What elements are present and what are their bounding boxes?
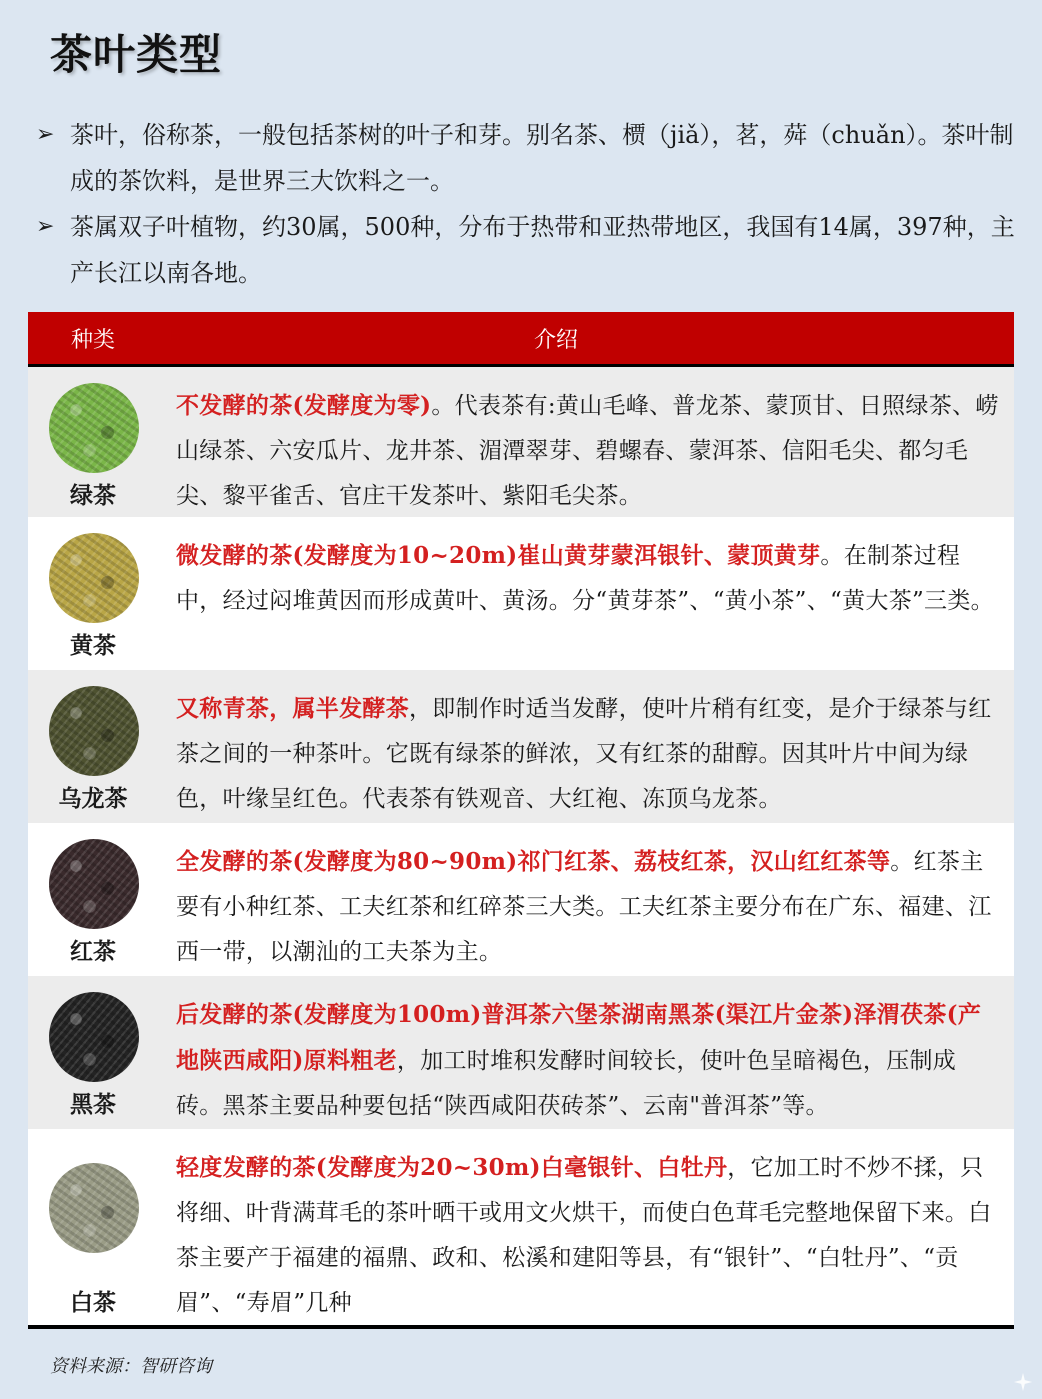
intro-text: 茶叶，俗称茶，一般包括茶树的叶子和芽。别名茶、槚（jiǎ），茗，荈（chuǎn）。茶叶制成的茶饮料，是世界三大饮料之一。 xyxy=(70,121,1014,195)
table-row-oolong xyxy=(28,670,1014,823)
source-note: 资料来源：智研咨询 xyxy=(50,1356,212,1377)
header-intro: 介绍 xyxy=(533,327,578,353)
intro-item xyxy=(36,204,1026,296)
black-tea-leaf-image xyxy=(49,839,139,929)
tea-text: ，它加工时不炒不揉，只将细、叶背满茸毛的茶叶晒干或用文火烘干，而使白色茸毛完整地保留下来。白茶主要产于福建的福鼎、政和、松溪和建阳等县，有“银针”、“白牡丹”、“贡眉”、“寿眉”几种 xyxy=(176,1155,992,1316)
green-tea-leaf-image xyxy=(49,383,139,473)
tea-description xyxy=(158,367,1014,517)
tea-description xyxy=(158,670,1014,823)
tea-name: 乌龙茶 xyxy=(58,785,128,812)
table-row-black xyxy=(28,823,1014,976)
tea-name: 红茶 xyxy=(70,938,116,965)
tea-text: 。红茶主要有小种红茶、工夫红茶和红碎茶三大类。工夫红茶主要分布在广东、福建、江西一带，以潮汕的工夫茶为主。 xyxy=(176,849,992,965)
intro-item xyxy=(36,112,1026,204)
tea-table xyxy=(28,312,1014,1329)
tea-text: ，加工时堆积发酵时间较长，使叶色呈暗褐色，压制成砖。黑茶主要品种要包括“陕西咸阳茯砖茶”、云南"普洱茶”等。 xyxy=(176,1048,957,1119)
tea-highlight: 轻度发酵的茶(发酵度为20~30m)白毫银针、白牡丹 xyxy=(176,1154,728,1181)
tea-highlight: 不发酵的茶(发酵度为零) xyxy=(176,392,432,419)
intro-text: 茶属双子叶植物，约30属，500种，分布于热带和亚热带地区，我国有14属，397种，主产长江以南各地。 xyxy=(70,213,1015,287)
intro-list xyxy=(36,112,1026,296)
tea-text: ，即制作时适当发酵，使叶片稍有红变，是介于绿茶与红茶之间的一种茶叶。它既有绿茶的鲜浓，又有红茶的甜醇。因其叶片中间为绿色，叶缘呈红色。代表茶有铁观音、大红袍、冻顶乌龙茶。 xyxy=(176,696,992,812)
table-row-dark xyxy=(28,976,1014,1129)
tea-highlight: 又称青茶，属半发酵茶 xyxy=(176,695,409,722)
table-header xyxy=(28,312,1014,367)
table-row-green xyxy=(28,367,1014,517)
arrow-bullet-icon: ➢ xyxy=(36,122,55,147)
arrow-bullet-icon: ➢ xyxy=(36,214,55,239)
tea-name: 绿茶 xyxy=(70,482,116,509)
table-row-white xyxy=(28,1129,1014,1325)
header-type: 种类 xyxy=(70,327,115,353)
tea-highlight: 微发酵的茶(发酵度为10~20m)崔山黄芽蒙洱银针、蒙顶黄芽 xyxy=(176,542,821,569)
tea-name: 黄茶 xyxy=(70,632,116,659)
tea-highlight: 全发酵的茶(发酵度为80~90m)祁门红茶、荔枝红茶，汉山红红茶等 xyxy=(176,848,891,875)
tea-highlight: 后发酵的茶(发酵度为100m)普洱茶六堡茶湖南黑茶(渠江片金茶)泽渭茯茶(产地陕西咸阳)原料粗老 xyxy=(176,1001,982,1074)
tea-description xyxy=(158,823,1014,976)
oolong-tea-leaf-image xyxy=(49,686,139,776)
table-row-yellow xyxy=(28,517,1014,670)
tea-description xyxy=(158,976,1014,1129)
tea-text: 。代表茶有:黄山毛峰、普龙茶、蒙顶甘、日照绿茶、崂山绿茶、六安瓜片、龙井茶、湄潭翠芽、碧螺春、蒙洱茶、信阳毛尖、都匀毛尖、黎平雀舌、官庄干发茶叶、紫阳毛尖茶。 xyxy=(176,393,999,509)
sparkle-icon xyxy=(1012,1371,1034,1393)
tea-description xyxy=(158,517,1014,670)
tea-name: 白茶 xyxy=(70,1289,116,1316)
tea-description xyxy=(158,1129,1014,1325)
yellow-tea-leaf-image xyxy=(49,533,139,623)
tea-text: 。在制茶过程中，经过闷堆黄因而形成黄叶、黄汤。分“黄芽茶”、“黄小茶”、“黄大茶”三类。 xyxy=(176,543,994,614)
white-tea-leaf-image xyxy=(49,1163,139,1253)
dark-tea-leaf-image xyxy=(49,992,139,1082)
page-title: 茶叶类型 xyxy=(50,30,223,79)
tea-name: 黑茶 xyxy=(70,1091,116,1118)
